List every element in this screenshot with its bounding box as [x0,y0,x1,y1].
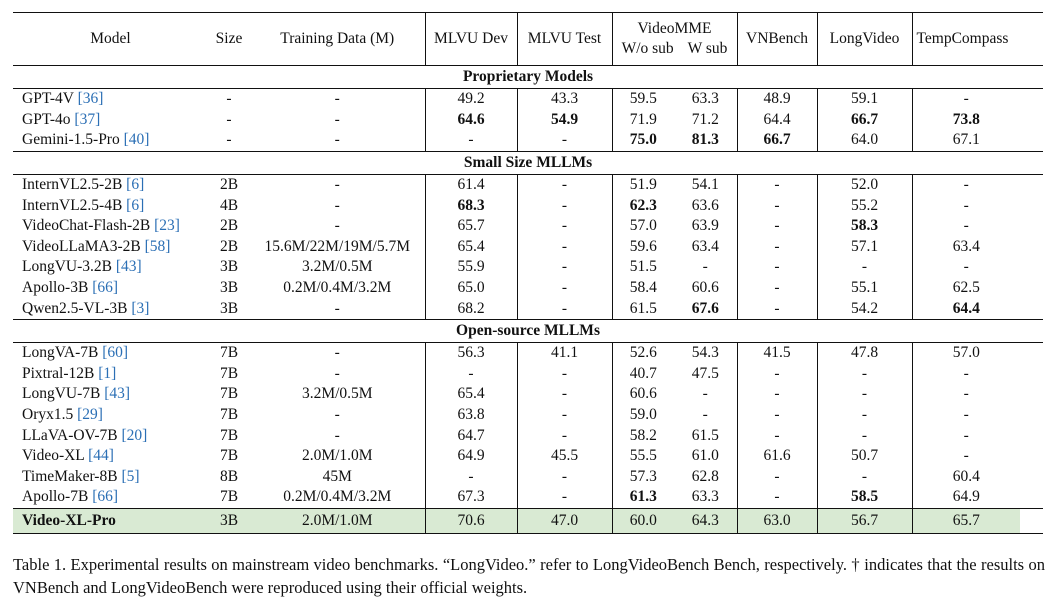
model-name: LongVA-7B [22,344,99,362]
mlvu-test-cell: - [517,216,612,237]
header-training-data: Training Data (M) [280,30,395,47]
header-longvideo: LongVideo [817,13,912,66]
training-data-cell: - [334,176,340,194]
section-header-row [13,66,1043,89]
tempcompass-cell: 57.0 [912,342,1020,363]
citation-ref: [23] [154,217,180,235]
model-name: Pixtral-12B [22,364,95,382]
longvideo-cell: 57.1 [817,237,912,258]
longvideo-cell: 47.8 [817,342,912,363]
vnbench-cell: - [737,405,817,426]
pad-cell [1020,174,1043,195]
size-cell: 3B [219,279,239,297]
header-size: Size [215,30,243,47]
training-data-cell: 2.0M/1.0M [250,508,425,533]
size-cell: 4B [219,196,239,214]
model-name-cell [13,195,208,216]
model-name-cell [13,237,208,258]
videomme-wo-sub-cell: 60.0 [612,508,674,533]
vnbench-cell: - [737,487,817,508]
tempcompass-cell: - [912,384,1020,405]
longvideo-cell: - [817,425,912,446]
model-name-cell [13,446,208,467]
model-name: VideoLLaMA3-2B [22,237,141,255]
mlvu-test-cell: - [517,364,612,385]
mlvu-test-cell: 47.0 [517,508,612,533]
model-name: Qwen2.5-VL-3B [22,299,128,317]
citation-ref: [44] [88,447,114,465]
size-cell: - [226,90,232,108]
pad-cell [1020,110,1043,131]
training-data-cell: 3.2M/0.5M [301,385,373,403]
videomme-w-sub-cell: 47.5 [691,364,719,382]
pad-cell [1020,364,1043,385]
model-name-cell [13,405,208,426]
mlvu-dev-cell: 68.2 [425,298,517,319]
videomme-w-sub-cell: 63.3 [691,90,719,108]
training-data-cell: - [334,217,340,235]
citation-ref: [3] [131,299,150,317]
model-name-cell [13,89,208,110]
model-name-cell [13,467,208,488]
citation-ref: [29] [77,406,103,424]
citation-ref: [66] [92,279,119,297]
mlvu-test-cell: - [517,405,612,426]
vnbench-cell: 61.6 [737,446,817,467]
mlvu-test-cell: 41.1 [517,342,612,363]
videomme-wo-sub-cell: 60.6 [612,384,674,405]
citation-ref: [5] [121,467,140,485]
videomme-wo-sub-cell: 51.5 [612,257,674,278]
videomme-w-sub-cell: 63.6 [691,196,719,214]
table-row [13,278,1043,299]
videomme-w-sub-cell: - [702,258,708,276]
model-name-cell [13,110,208,131]
vnbench-cell: 64.4 [737,110,817,131]
table-row [13,405,1043,426]
model-name-cell [13,342,208,363]
results-table [13,12,1043,534]
citation-ref: [58] [144,237,171,255]
size-cell: 7B [219,447,239,465]
header-mlvu-test: MLVU Test [517,13,612,66]
videomme-wo-sub-cell: 51.9 [612,174,674,195]
tempcompass-cell: - [912,216,1020,237]
tempcompass-cell: - [912,405,1020,426]
training-data-cell: 45M [322,467,352,485]
videomme-w-sub-cell: 62.8 [691,467,719,485]
vnbench-cell: - [737,278,817,299]
size-cell: 7B [219,406,239,424]
vnbench-cell: - [737,174,817,195]
vnbench-cell: 63.0 [737,508,817,533]
section-header-row [13,319,1043,342]
vnbench-cell: 48.9 [737,89,817,110]
table-row [13,298,1043,319]
vnbench-cell: - [737,425,817,446]
longvideo-cell: 59.1 [817,89,912,110]
mlvu-test-cell: - [517,257,612,278]
mlvu-dev-cell: 61.4 [425,174,517,195]
tempcompass-cell: 64.9 [912,487,1020,508]
size-cell: 7B [219,385,239,403]
header-videomme-subcols [617,39,733,59]
mlvu-dev-cell: - [425,467,517,488]
header-videomme-title: VideoMME [637,20,712,37]
model-name-cell [13,216,208,237]
training-data-cell: 0.2M/0.4M/3.2M [283,279,392,297]
table-row [13,487,1043,508]
training-data-cell: - [334,90,340,108]
longvideo-cell: 55.2 [817,195,912,216]
header-w-sub: W sub [687,40,728,57]
tempcompass-cell: 62.5 [912,278,1020,299]
videomme-w-sub-cell: 61.5 [691,426,719,444]
pad-cell [1020,130,1043,151]
videomme-w-sub-cell: 63.3 [691,488,719,506]
videomme-wo-sub-cell: 71.9 [612,110,674,131]
mlvu-dev-cell: 49.2 [425,89,517,110]
training-data-cell: - [334,364,340,382]
tempcompass-cell: - [912,446,1020,467]
citation-ref: [43] [104,385,131,403]
vnbench-cell: - [737,216,817,237]
citation-ref: [66] [92,488,119,506]
model-name-cell [13,364,208,385]
table-row [13,216,1043,237]
size-cell: 3B [219,299,239,317]
size-cell: 3B [219,258,239,276]
pad-cell [1020,278,1043,299]
results-table-figure [13,12,1043,534]
size-cell: 2B [219,217,239,235]
videomme-wo-sub-cell: 57.0 [612,216,674,237]
mlvu-dev-cell: 65.0 [425,278,517,299]
training-data-cell: - [334,344,340,362]
mlvu-dev-cell: 64.6 [425,110,517,131]
pad-cell [1020,298,1043,319]
model-name-cell [13,257,208,278]
pad-cell [1020,467,1043,488]
model-name-cell [13,425,208,446]
training-data-cell: - [334,110,340,128]
model-name: GPT-4o [22,110,71,128]
table-row [13,130,1043,151]
longvideo-cell: 56.7 [817,508,912,533]
vnbench-cell: - [737,384,817,405]
videomme-w-sub-cell: 54.3 [691,344,719,362]
table-row [13,467,1043,488]
videomme-w-sub-cell: 64.3 [674,508,737,533]
size-cell: - [226,131,232,149]
mlvu-test-cell: - [517,195,612,216]
videomme-w-sub-cell: 71.2 [691,110,719,128]
citation-ref: [40] [123,131,150,149]
videomme-wo-sub-cell: 57.3 [612,467,674,488]
pad-cell [1020,446,1043,467]
section-title: Open-source MLLMs [456,321,600,339]
longvideo-cell: 58.5 [817,487,912,508]
table-row [13,425,1043,446]
model-name: VideoChat-Flash-2B [22,217,151,235]
size-cell: 7B [219,488,239,506]
tempcompass-cell: 63.4 [912,237,1020,258]
longvideo-cell: - [817,384,912,405]
vnbench-cell: - [737,298,817,319]
mlvu-test-cell: - [517,487,612,508]
tempcompass-cell: 60.4 [912,467,1020,488]
videomme-wo-sub-cell: 58.2 [612,425,674,446]
size-cell: 8B [219,467,239,485]
mlvu-dev-cell: 65.4 [425,384,517,405]
model-name: GPT-4V [22,90,74,108]
longvideo-cell: 52.0 [817,174,912,195]
videomme-w-sub-cell: 60.6 [691,279,719,297]
size-cell: 7B [219,364,239,382]
size-cell: - [226,110,232,128]
longvideo-cell: 66.7 [817,110,912,131]
mlvu-test-cell: - [517,467,612,488]
mlvu-test-cell: 54.9 [517,110,612,131]
citation-ref: [60] [102,344,129,362]
longvideo-cell: - [817,364,912,385]
mlvu-dev-cell: 65.4 [425,237,517,258]
tempcompass-cell: - [912,174,1020,195]
mlvu-dev-cell: 55.9 [425,257,517,278]
table-caption: Table 1. Experimental results on mainstream video benchmarks. “LongVideo.” refer to LongVideoBench Bench, respectively. † indicates that the results on VNBench and LongVideoBench were reproduced using their official weights. [13,555,1045,597]
model-name: Gemini-1.5-Pro [22,131,120,149]
training-data-cell: - [334,131,340,149]
vnbench-cell: 41.5 [737,342,817,363]
table-row [13,195,1043,216]
tempcompass-cell: 64.4 [912,298,1020,319]
model-name-cell [13,384,208,405]
videomme-w-sub-cell: 54.1 [691,176,719,194]
table-row [13,174,1043,195]
table-row [13,237,1043,258]
size-cell: 7B [219,344,239,362]
pad-cell [1020,195,1043,216]
longvideo-cell: 55.1 [817,278,912,299]
size-cell: 3B [208,508,250,533]
training-data-cell: 0.2M/0.4M/3.2M [283,488,392,506]
pad-cell [1020,508,1043,533]
training-data-cell: - [334,196,340,214]
table-header [13,13,1043,66]
pad-cell [1020,257,1043,278]
tempcompass-cell: - [912,364,1020,385]
mlvu-test-cell: - [517,174,612,195]
highlighted-model-row [13,508,1043,533]
table-row [13,110,1043,131]
videomme-wo-sub-cell: 75.0 [612,130,674,151]
tempcompass-cell: 65.7 [912,508,1020,533]
pad-cell [1020,342,1043,363]
tempcompass-cell: 73.8 [912,110,1020,131]
training-data-cell: 15.6M/22M/19M/5.7M [264,237,411,255]
header-mlvu-dev: MLVU Dev [425,13,517,66]
pad-cell [1020,425,1043,446]
mlvu-dev-cell: - [425,364,517,385]
tempcompass-cell: - [912,89,1020,110]
tempcompass-cell: 67.1 [912,130,1020,151]
videomme-wo-sub-cell: 58.4 [612,278,674,299]
videomme-wo-sub-cell: 59.0 [612,405,674,426]
tempcompass-cell: - [912,195,1020,216]
videomme-w-sub-cell: 63.4 [691,237,719,255]
vnbench-cell: - [737,467,817,488]
model-name-cell [13,487,208,508]
header-vnbench: VNBench [737,13,817,66]
size-cell: 2B [219,176,239,194]
longvideo-cell: - [817,405,912,426]
citation-ref: [37] [74,110,101,128]
mlvu-test-cell: - [517,384,612,405]
training-data-cell: - [334,299,340,317]
mlvu-test-cell: - [517,425,612,446]
mlvu-test-cell: 45.5 [517,446,612,467]
tempcompass-cell: - [912,425,1020,446]
model-name-cell: Video-XL-Pro [13,508,208,533]
size-cell: 7B [219,426,239,444]
model-name: TimeMaker-8B [22,467,118,485]
citation-ref: [36] [77,90,104,108]
model-name: Apollo-3B [22,279,89,297]
videomme-wo-sub-cell: 61.3 [612,487,674,508]
mlvu-dev-cell: 64.7 [425,425,517,446]
table-row [13,384,1043,405]
model-name-cell [13,298,208,319]
pad-cell [1020,216,1043,237]
vnbench-cell: - [737,237,817,258]
citation-ref: [6] [126,176,145,194]
table-body [13,66,1043,534]
section-title: Proprietary Models [462,68,594,85]
vnbench-cell: 66.7 [737,130,817,151]
mlvu-test-cell: - [517,237,612,258]
mlvu-dev-cell: 70.6 [425,508,517,533]
mlvu-dev-cell: 65.7 [425,216,517,237]
videomme-w-sub-cell: 61.0 [691,447,719,465]
model-name: InternVL2.5-4B [22,196,123,214]
videomme-wo-sub-cell: 59.6 [612,237,674,258]
longvideo-cell: - [817,257,912,278]
mlvu-test-cell: - [517,130,612,151]
section-title: Small Size MLLMs [463,153,593,171]
model-name: InternVL2.5-2B [22,176,123,194]
videomme-w-sub-cell: - [702,406,708,424]
videomme-w-sub-cell: 81.3 [691,131,719,149]
training-data-cell: - [334,406,340,424]
videomme-wo-sub-cell: 59.5 [612,89,674,110]
longvideo-cell: 54.2 [817,298,912,319]
vnbench-cell: - [737,364,817,385]
pad-cell [1020,384,1043,405]
citation-ref: [6] [126,196,145,214]
mlvu-dev-cell: 64.9 [425,446,517,467]
model-name: Video-XL [22,447,85,465]
header-videomme [612,13,737,66]
longvideo-cell: 58.3 [817,216,912,237]
model-name: Oryx1.5 [22,406,74,424]
mlvu-test-cell: 43.3 [517,89,612,110]
videomme-wo-sub-cell: 55.5 [612,446,674,467]
table-row [13,257,1043,278]
table-row [13,446,1043,467]
longvideo-cell: 64.0 [817,130,912,151]
pad-cell [1020,89,1043,110]
mlvu-dev-cell: 68.3 [425,195,517,216]
training-data-cell: 3.2M/0.5M [301,258,373,276]
videomme-wo-sub-cell: 61.5 [612,298,674,319]
mlvu-test-cell: - [517,298,612,319]
mlvu-dev-cell: 67.3 [425,487,517,508]
pad-cell [1020,237,1043,258]
size-cell: 2B [219,237,239,255]
vnbench-cell: - [737,257,817,278]
citation-ref: [1] [98,364,117,382]
training-data-cell: 2.0M/1.0M [301,447,373,465]
tempcompass-cell: - [912,257,1020,278]
videomme-w-sub-cell: 67.6 [691,299,719,317]
mlvu-dev-cell: - [425,130,517,151]
model-name-cell [13,174,208,195]
videomme-wo-sub-cell: 52.6 [612,342,674,363]
model-name: LongVU-3.2B [22,258,112,276]
table-row [13,342,1043,363]
table-row [13,89,1043,110]
training-data-cell: - [334,426,340,444]
videomme-wo-sub-cell: 40.7 [612,364,674,385]
model-name-cell [13,130,208,151]
videomme-w-sub-cell: - [702,385,708,403]
mlvu-dev-cell: 63.8 [425,405,517,426]
longvideo-cell: - [817,467,912,488]
videomme-wo-sub-cell: 62.3 [612,195,674,216]
mlvu-test-cell: - [517,278,612,299]
header-model: Model [90,30,131,47]
header-wo-sub: W/o sub [621,40,674,57]
model-name: LongVU-7B [22,385,101,403]
vnbench-cell: - [737,195,817,216]
longvideo-cell: 50.7 [817,446,912,467]
mlvu-dev-cell: 56.3 [425,342,517,363]
citation-ref: [43] [115,258,142,276]
pad-cell [1020,487,1043,508]
header-tempcompass: TempCompass [912,13,1043,66]
videomme-w-sub-cell: 63.9 [691,217,719,235]
pad-cell [1020,405,1043,426]
model-name: Apollo-7B [22,488,89,506]
model-name-cell [13,278,208,299]
table-row [13,364,1043,385]
model-name: LLaVA-OV-7B [22,426,118,444]
section-header-row [13,151,1043,174]
citation-ref: [20] [121,426,148,444]
